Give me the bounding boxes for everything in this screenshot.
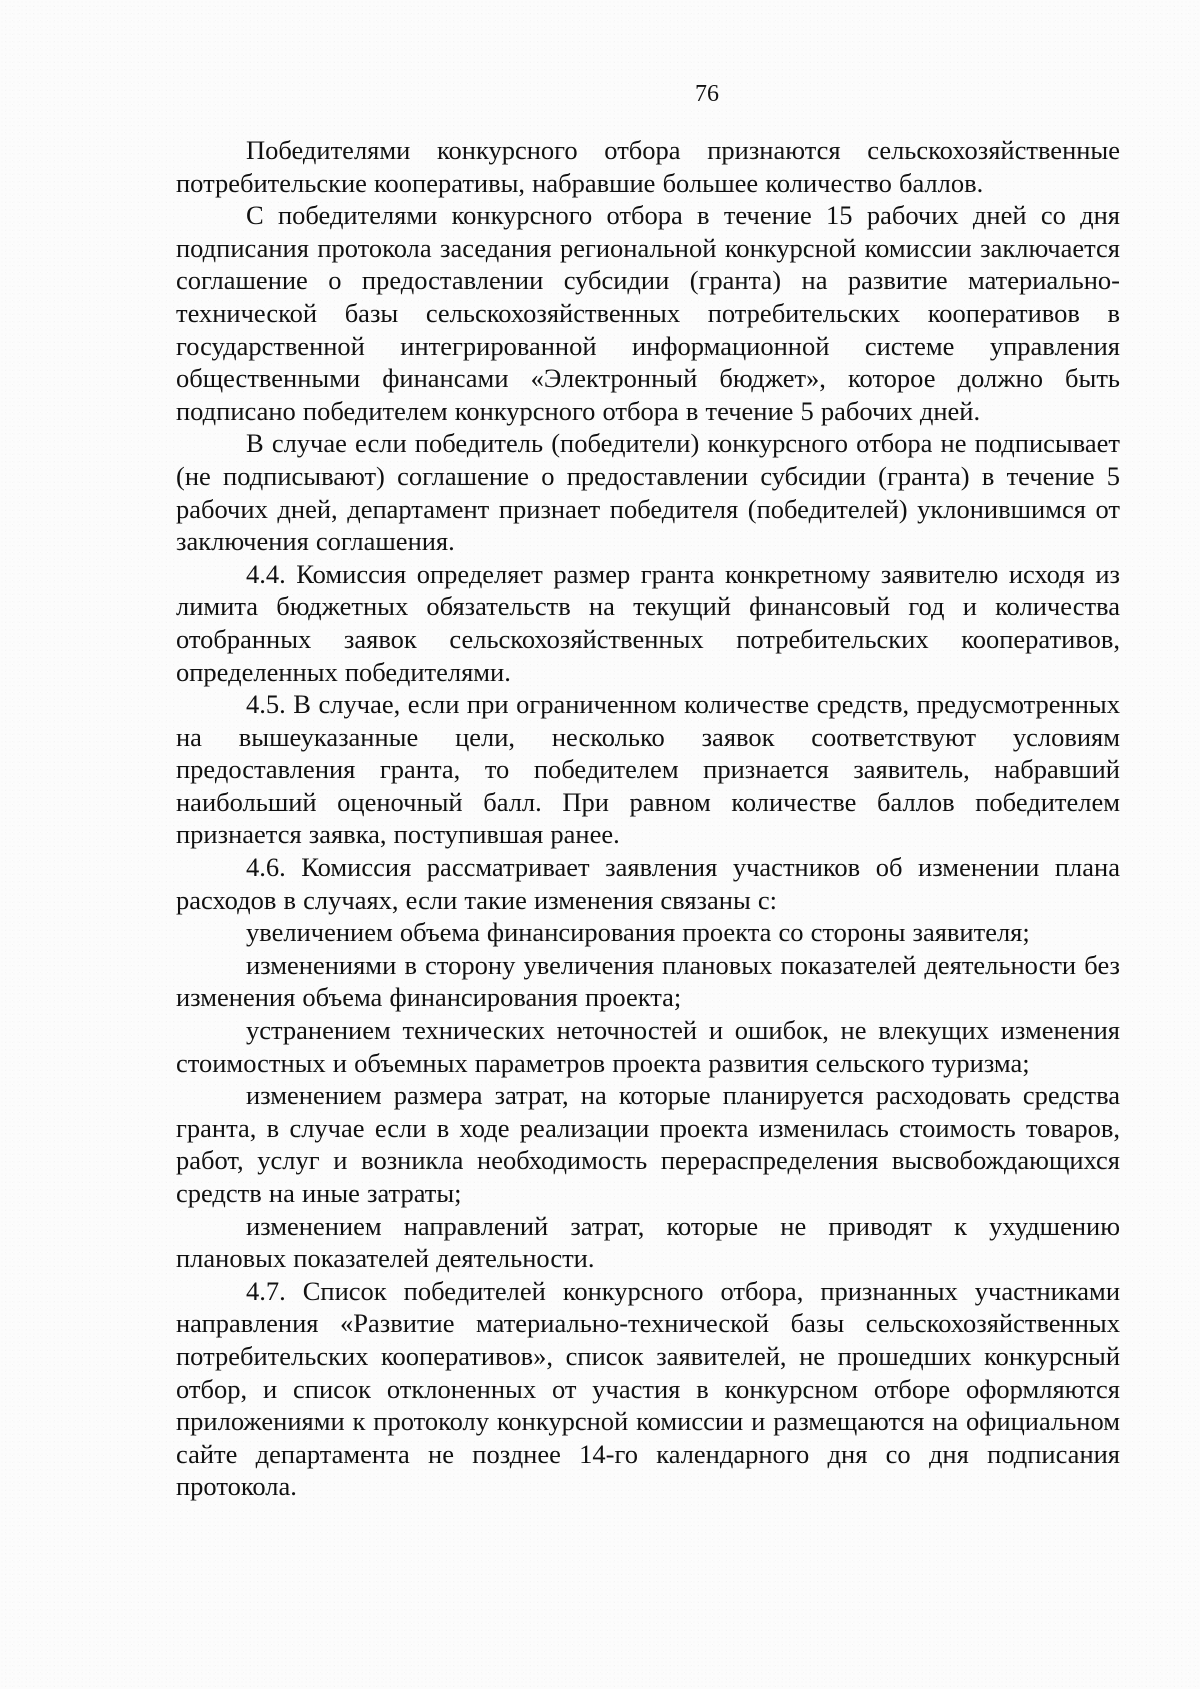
paragraph-clause-4-6: 4.6. Комиссия рассматривает заявления участников об изменении плана расходов в случаях, если такие изменения связаны с:: [176, 852, 1120, 915]
paragraph-agreement-evasion: В случае если победитель (победители) конкурсного отбора не подписывает (не подписывают) соглашение о предоставлении субсидии (гранта) в течение 5 рабочих дней, департамент признает победителя (победителей) уклонившимся от заключения соглашения.: [176, 428, 1120, 557]
paragraph-clause-4-7: 4.7. Список победителей конкурсного отбора, признанных участниками направления «Развитие материально-технической базы сельскохозяйственных потребительских кооперативов», список заявителей, не прошедших конкурсный отбор, и список отклоненных от участия в конкурсном отборе оформляются приложениями к протоколу конкурсной комиссии и размещаются на официальном сайте департамента не позднее 14-го календарного дня со дня подписания протокола.: [176, 1275, 1120, 1502]
document-body: [176, 134, 1120, 1503]
list-item-increase-financing: увеличением объема финансирования проекта со стороны заявителя;: [246, 917, 1030, 948]
paragraph-agreement-conclusion: С победителями конкурсного отбора в течение 15 рабочих дней со дня подписания протокола заседания региональной конкурсной комиссии заключается соглашение о предоставлении субсидии (гранта) на развитие материально-технической базы сельскохозяйственных потребительских кооперативов в государственной интегрированной информационной системе управления общественными финансами «Электронный бюджет», которое должно быть подписано победителем конкурсного отбора в течение 5 рабочих дней.: [176, 200, 1120, 426]
page-number: 76: [695, 81, 719, 107]
document-page: [176, 78, 1120, 1503]
list-item-change-directions: изменением направлений затрат, которые не приводят к ухудшению плановых показателей деятельности.: [176, 1210, 1120, 1274]
paragraph-clause-4-4: 4.4. Комиссия определяет размер гранта конкретному заявителю исходя из лимита бюджетных обязательств на текущий финансовый год и количества отобранных заявок сельскохозяйственных потребительских кооперативов, определенных победителями.: [176, 558, 1120, 687]
paragraph-winners-recognition: Победителями конкурсного отбора признаются сельскохозяйственные потребительские кооперативы, набравшие большее количество баллов.: [176, 135, 1120, 198]
list-item-change-costs: изменением размера затрат, на которые планируется расходовать средства гранта, в случае если в ходе реализации проекта изменилась стоимость товаров, работ, услуг и возникла необходимость перераспределения высвобождающихся средств на иные затраты;: [176, 1080, 1120, 1208]
paragraph-clause-4-5: 4.5. В случае, если при ограниченном количестве средств, предусмотренных на вышеуказанные цели, несколько заявок соответствуют условиям предоставления гранта, то победителем признается заявитель, набравший наибольший оценочный балл. При равном количестве баллов победителем признается заявка, поступившая ранее.: [176, 689, 1120, 850]
list-item-increase-indicators: изменениями в сторону увеличения плановых показателей деятельности без изменения объема финансирования проекта;: [176, 949, 1120, 1013]
list-item-fix-errors: устранением технических неточностей и ошибок, не влекущих изменения стоимостных и объемных параметров проекта развития сельского туризма;: [176, 1015, 1120, 1078]
